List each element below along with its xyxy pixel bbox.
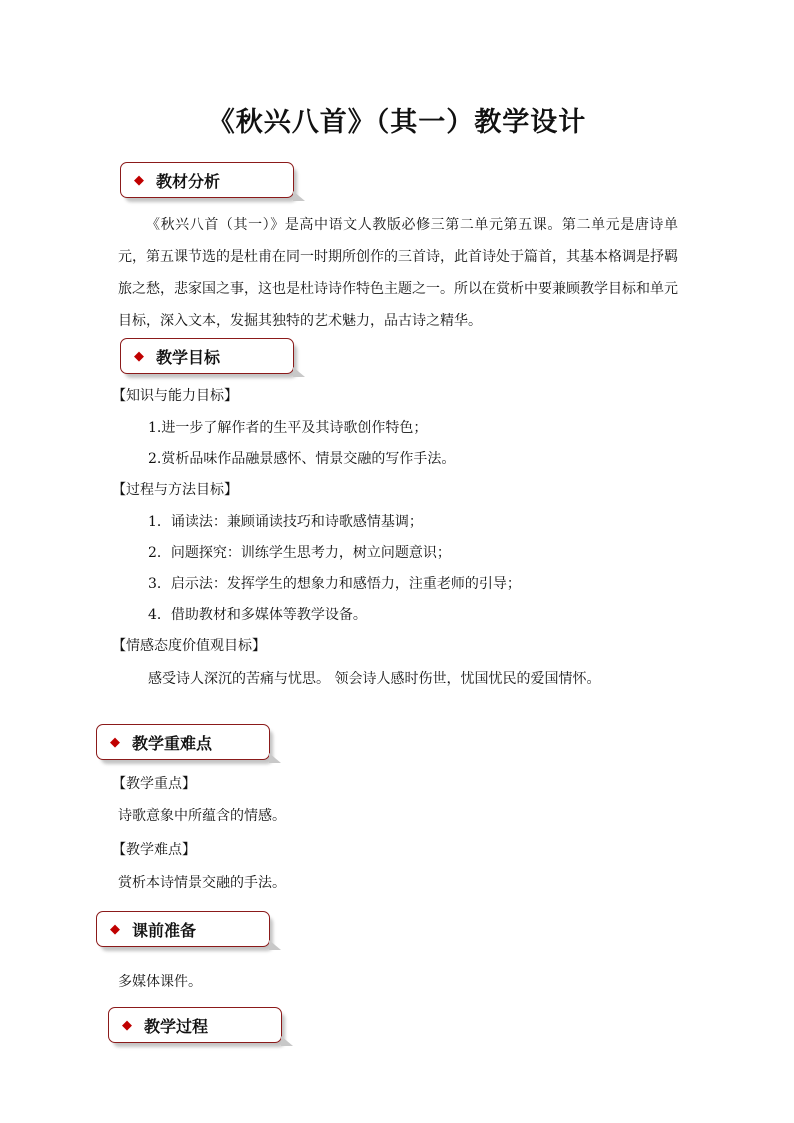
knowledge-goal-item: 1.进一步了解作者的生平及其诗歌创作特色； xyxy=(148,420,428,436)
section-heading-process xyxy=(108,1007,282,1043)
diamond-icon: ◆ xyxy=(134,172,144,188)
emotion-goal-text: 感受诗人深沉的苦痛与忧思。 领会诗人感时伤世，忧国忧民的爱国情怀。 xyxy=(148,671,601,687)
process-goal-heading: 【过程与方法目标】 xyxy=(112,482,238,498)
section-heading-key-points xyxy=(96,724,270,760)
diamond-icon: ◆ xyxy=(110,921,120,937)
section-heading-goals xyxy=(120,338,294,374)
section-heading-label: 教学过程 xyxy=(144,1016,209,1036)
knowledge-goal-item: 2.赏析品味作品融景感怀、情景交融的写作手法。 xyxy=(148,451,456,467)
emotion-goal-heading: 【情感态度价值观目标】 xyxy=(112,638,266,654)
difficulty-heading: 【教学难点】 xyxy=(112,842,196,858)
process-goal-item: 1．诵读法：兼顾诵读技巧和诗歌感情基调； xyxy=(148,514,423,530)
focus-heading: 【教学重点】 xyxy=(112,776,196,792)
knowledge-goal-heading: 【知识与能力目标】 xyxy=(112,388,238,404)
diamond-icon: ◆ xyxy=(122,1017,132,1033)
section-heading-label: 课前准备 xyxy=(132,920,197,940)
section-heading-label: 教学重难点 xyxy=(132,733,213,753)
analysis-paragraph: 《秋兴八首（其一）》是高中语文人教版必修三第二单元第五课。第二单元是唐诗单元，第五课节选的是杜甫在同一时期所创作的三首诗，此首诗处于篇首，其基本格调是抒羁旅之愁，悲家国之事，这也是杜诗诗作特色主题之一。所以在赏析中要兼顾教学目标和单元目标，深入文本，发掘其独特的艺术魅力，品古诗之精华。 xyxy=(118,217,678,329)
section-heading-preparation xyxy=(96,911,270,947)
process-goal-item: 3．启示法：发挥学生的想象力和感悟力，注重老师的引导； xyxy=(148,576,521,592)
page-title: 《秋兴八首》（其一）教学设计 xyxy=(207,107,587,138)
process-goal-item: 2．问题探究：训练学生思考力，树立问题意识； xyxy=(148,545,451,561)
focus-text: 诗歌意象中所蕴含的情感。 xyxy=(118,808,286,824)
section-heading-label: 教材分析 xyxy=(156,171,221,191)
section-heading-label: 教学目标 xyxy=(156,347,221,367)
difficulty-text: 赏析本诗情景交融的手法。 xyxy=(118,875,286,891)
diamond-icon: ◆ xyxy=(110,734,120,750)
process-goal-item: 4．借助教材和多媒体等教学设备。 xyxy=(148,607,367,623)
diamond-icon: ◆ xyxy=(134,348,144,364)
preparation-text: 多媒体课件。 xyxy=(118,974,202,990)
section-heading-analysis xyxy=(120,162,294,198)
